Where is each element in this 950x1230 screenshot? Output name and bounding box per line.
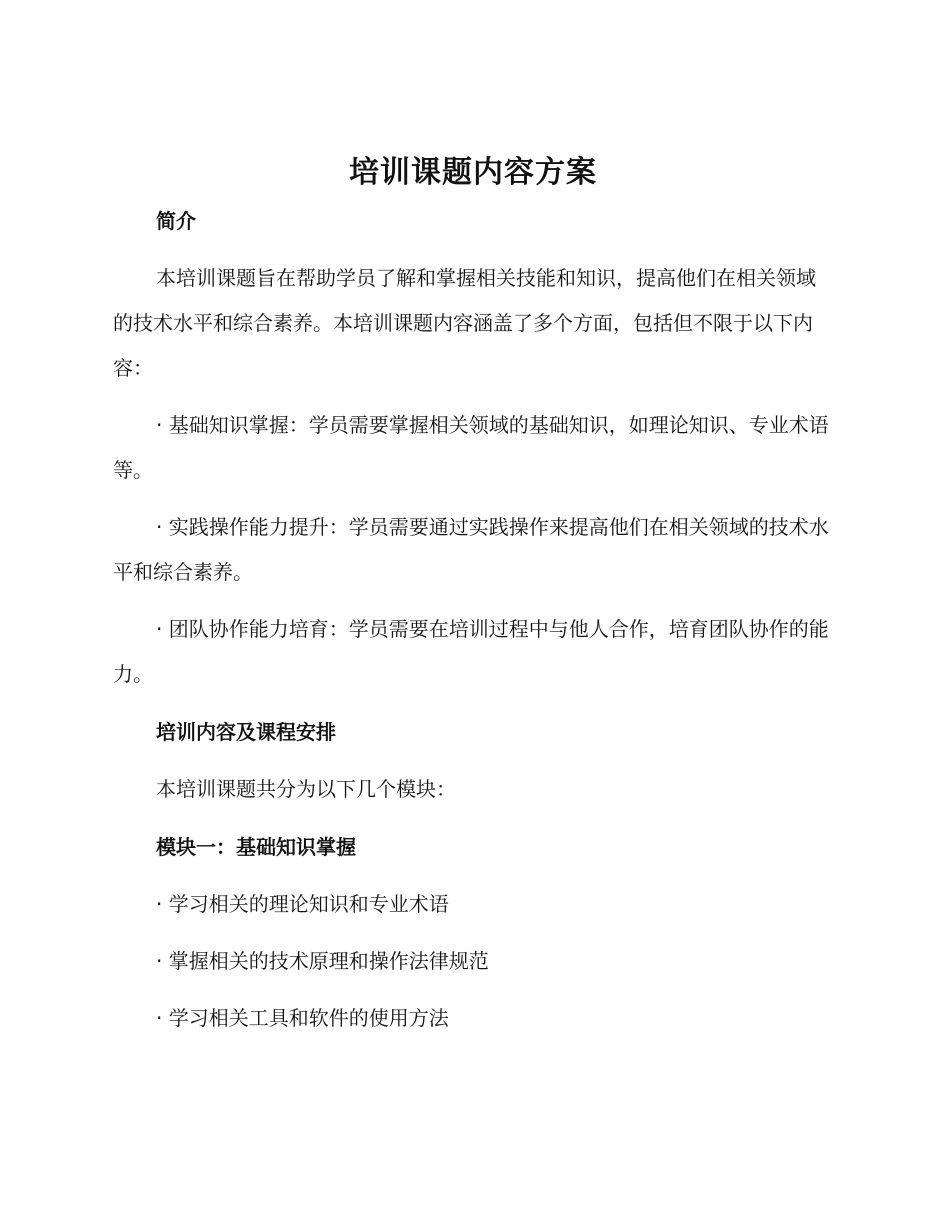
- intro-bullet-3: · 团队协作能力培育：学员需要在培训过程中与他人合作，培育团队协作的能力。: [113, 617, 829, 686]
- document-title: 培训课题内容方案: [349, 155, 597, 190]
- document-body: [113, 148, 833, 1041]
- content-paragraph: 本培训课题共分为以下几个模块：: [156, 777, 456, 801]
- intro-bullet-1: · 基础知识掌握：学员需要掌握相关领域的基础知识，如理论知识、专业术语等。: [113, 413, 829, 482]
- section-heading-content: 培训内容及课程安排: [156, 720, 336, 744]
- module-one-bullet-2: · 掌握相关的技术原理和操作法律规范: [156, 949, 489, 973]
- intro-paragraph: 本培训课题旨在帮助学员了解和掌握相关技能和知识，提高他们在相关领域的技术水平和综合素养。本培训课题内容涵盖了多个方面，包括但不限于以下内容：: [113, 266, 816, 380]
- intro-bullet-2: · 实践操作能力提升：学员需要通过实践操作来提高他们在相关领域的技术水平和综合素养。: [113, 515, 829, 584]
- module-one-bullet-1: · 学习相关的理论知识和专业术语: [156, 892, 449, 916]
- module-one-bullet-3: · 学习相关工具和软件的使用方法: [156, 1006, 449, 1030]
- section-heading-intro: 简介: [156, 209, 196, 233]
- module-one-heading: 模块一：基础知识掌握: [156, 835, 356, 859]
